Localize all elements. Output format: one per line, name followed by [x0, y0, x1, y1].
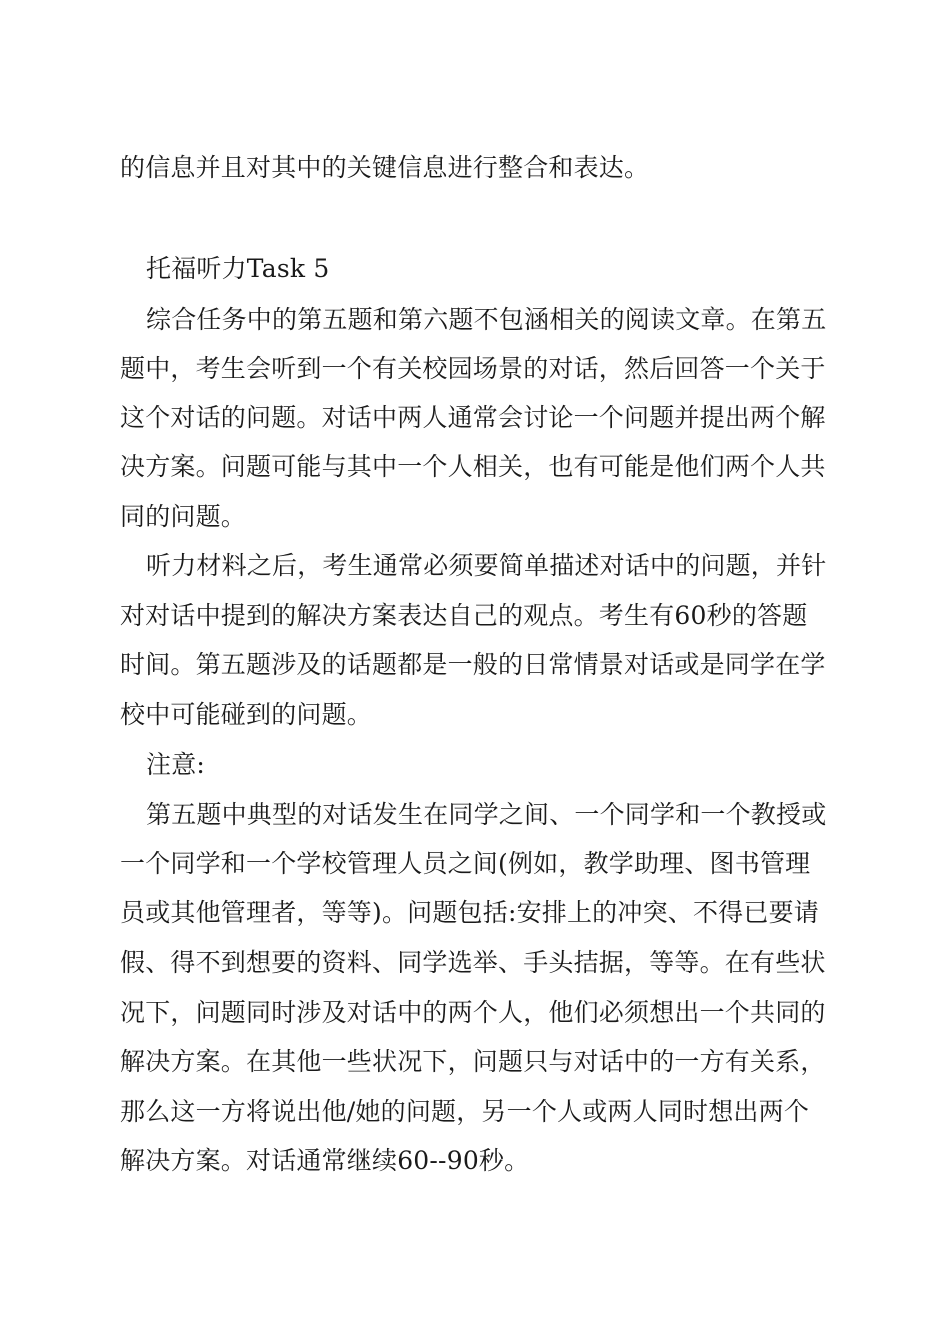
paragraph-3-line-4: 假、得不到想要的资料、同学选举、手头拮据，等等。在有些状: [120, 948, 826, 977]
note-label: 注意:: [146, 750, 206, 779]
paragraph-3-line-2: 一个同学和一个学校管理人员之间(例如，教学助理、图书管理: [120, 849, 811, 878]
paragraph-3-line-8: 解决方案。对话通常继续60--90秒。: [120, 1146, 530, 1175]
paragraph-1-line-1: 综合任务中的第五题和第六题不包涵相关的阅读文章。在第五: [146, 305, 827, 334]
paragraph-1-line-2: 题中，考生会听到一个有关校园场景的对话，然后回答一个关于: [120, 354, 826, 383]
paragraph-2-line-4: 校中可能碰到的问题。: [120, 700, 373, 729]
paragraph-1-line-4: 决方案。问题可能与其中一个人相关，也有可能是他们两个人共: [120, 452, 826, 481]
paragraph-2-line-1: 听力材料之后，考生通常必须要简单描述对话中的问题，并针: [146, 551, 827, 580]
continuation-line: 的信息并且对其中的关键信息进行整合和表达。: [120, 153, 650, 182]
paragraph-1-line-5: 同的问题。: [120, 502, 247, 531]
paragraph-3-line-1: 第五题中典型的对话发生在同学之间、一个同学和一个教授或: [146, 800, 827, 829]
paragraph-3-line-7: 那么这一方将说出他/她的问题，另一个人或两人同时想出两个: [120, 1097, 810, 1126]
section-heading: 托福听力Task 5: [146, 254, 330, 283]
paragraph-3-line-5: 况下，问题同时涉及对话中的两个人，他们必须想出一个共同的: [120, 998, 826, 1027]
paragraph-1-line-3: 这个对话的问题。对话中两人通常会讨论一个问题并提出两个解: [120, 403, 826, 432]
paragraph-2-line-2: 对对话中提到的解决方案表达自己的观点。考生有60秒的答题: [120, 601, 808, 630]
paragraph-3-line-6: 解决方案。在其他一些状况下，问题只与对话中的一方有关系，: [120, 1047, 826, 1076]
paragraph-2-line-3: 时间。第五题涉及的话题都是一般的日常情景对话或是同学在学: [120, 650, 826, 679]
paragraph-3-line-3: 员或其他管理者，等等)。问题包括:安排上的冲突、不得已要请: [120, 898, 819, 927]
